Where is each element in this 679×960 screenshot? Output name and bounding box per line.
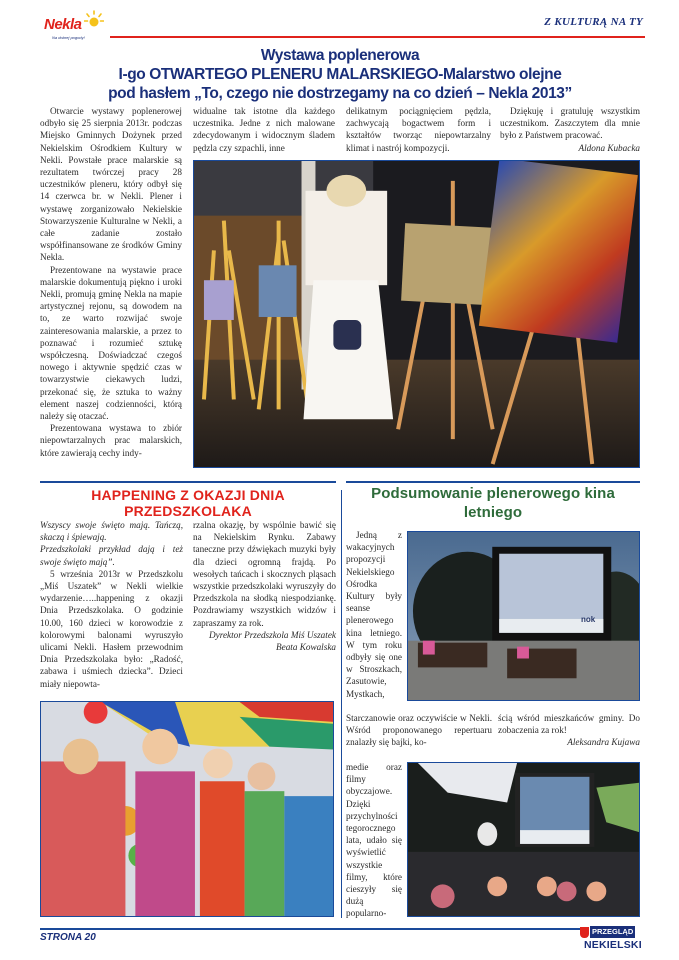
nekla-logo: [40, 10, 110, 44]
paragraph: delikatnym pociągnięciem pędzla, zachwycają bogactwem form i kształtów tworząc niepowtarzalny klimat i nastrój kompozycji.: [346, 106, 491, 153]
section-divider: [40, 481, 336, 483]
happening-column-1: [40, 519, 183, 690]
kino-title-line: Podsumowanie plenerowego kina: [371, 485, 615, 502]
paragraph: Prezentowana wystawa to zbiór niepowtarzalnych prac malarskich, które zawierają cechy indy-: [40, 423, 182, 458]
author-signature: Dyrektor Przedszkola Miś Uszatek: [209, 629, 336, 640]
exhibition-title-line: pod hasłem „To, czego nie dostrzegamy na co dzień – Nekla 2013”: [108, 85, 572, 102]
kino-text-narrow-1: [346, 529, 402, 700]
paragraph: Prezentowane na wystawie prace malarskie dokumentują piękno i uroki Nekli, promują gminę Nekla na mapie artystycznej rejonu, są dowodem na to, ze warto rozwijać swoje zainteresowania malarskie, a przez to poznawać i rozumieć sztukę współczesną. Doświadczać czegoś nowego i aktywnie spędzić czas w towarzystwie ciekawych ludzi, przekonać się, że sztuka to ważny element naszej codzienności, którą należy się otaczać.: [40, 264, 182, 422]
intro-verse: Przedszkolaki przykład dają i też swoje święto mają”.: [40, 544, 183, 567]
paragraph: Jedną z wakacyjnych propozycji Nekielskiego Ośrodka Kultury były seanse plenerowego kina letniego. W tym roku odbyły się one w Stroszkach, Zasutowie, Mystkach,: [346, 530, 402, 699]
header-divider: [110, 36, 645, 38]
paragraph: Dziękuję i gratuluję wszystkim uczestnikom. Zaszczytem dla mnie było z Państwem pracować.: [500, 106, 640, 141]
exhibition-title: [30, 46, 650, 103]
paragraph: medie oraz filmy obyczajowe. Dzięki przychylności tegorocznego lata, udało się wyświetlić wszystkie filmy, które cieszyły się dużą popularno-: [346, 762, 402, 919]
kino-text-right: [498, 712, 640, 749]
przeglad-nekielski-logo: [580, 925, 645, 955]
exhibition-photo: [193, 160, 640, 468]
brand-bottom: NEKIELSKI: [584, 939, 642, 951]
footer-divider: [40, 928, 585, 930]
brand-top: PRZEGLĄD: [592, 927, 634, 936]
exhibition-column-1: [40, 105, 182, 459]
author-signature: Aleksandra Kujawa: [567, 737, 640, 748]
sun-icon: [84, 10, 104, 30]
cinema-photo-2: [407, 762, 640, 917]
exhibition-title-line: I-go OTWARTEGO PLENERU MALARSKIEGO-Malarstwo olejne: [118, 66, 562, 83]
page-header: [0, 0, 679, 48]
logo-tagline: Na dobrej pogody!: [52, 35, 85, 40]
author-signature: Beata Kowalska: [276, 642, 336, 653]
kids-photo-image: [41, 702, 333, 916]
section-label: Z KULTURĄ NA TY: [544, 16, 643, 28]
exhibition-title-line: Wystawa poplenerowa: [260, 47, 420, 64]
paragraph: Otwarcie wystawy poplenerowej odbyło się 25 sierpnia 2013r. podczas Miejsko Gminnych Dożynek przed Nekielskim Ośrodkiem Kultury w Nekli. Powstałe prace malarskie są rezultatem twórczej pracy 28 uczestników pleneru, który odbył się 14 czerwca br. w Nekli. Plener i wystawę zorganizowało Nekielskie Stowarzyszenie Kulturalne w Nekli, a całe zadanie zostało współfinansowane ze środków Gminy Nekla.: [40, 106, 182, 263]
happening-column-2: [193, 519, 336, 653]
intro-verse: Wszyscy swoje święto mają. Tańczą, skaczą i śpiewają.: [40, 520, 183, 543]
exhibition-column-2: [193, 105, 335, 154]
section-divider: [346, 481, 640, 483]
paragraph: 5 września 2013r w Przedszkolu „Miś Uszatek” w Nekli wielkie wydarzenie…..happening z okazji Dnia Przedszkolaka. O godzinie 10.00, 160 dzieci w korowodzie z kolorowymi balonami wyruszyło ulicami Nekli. Hasłem przewodnim Dnia Przedszkolaka było: „Radość, zabawa i uśmiech dziecka”. Dzieci miały niepowta-: [40, 568, 183, 689]
happening-title-line: HAPPENING Z OKAZJI DNIA: [91, 487, 285, 503]
page-number: STRONA 20: [40, 932, 96, 943]
paragraph: widualne tak istotne dla każdego uczestnika. Jedne z nich malowane zdecydowanym i widocznym śladem pędzla czy szpachli, inne: [193, 106, 335, 153]
happening-title: [40, 487, 336, 519]
cinema-photo-1-image: [408, 532, 639, 700]
happening-title-line: PRZEDSZKOLAKA: [124, 503, 252, 519]
nok-screen-logo: nok: [581, 615, 596, 624]
exhibition-photo-image: [194, 161, 639, 467]
kids-photo: [40, 701, 334, 917]
exhibition-column-4: [500, 105, 640, 154]
cinema-photo-1: [407, 531, 640, 701]
paragraph: rzalna okazję, by wspólnie bawić się na Nekielskim Rynku. Zabawy taneczne przy dźwiękach muzyki były dla dzieci ogromną frajdą. Po wesołych tańcach i skocznych pląsach wszystkie przedszkolaki wyruszyły do Przedszkola na słodką niespodziankę. Pozdrawiamy wszystkich widzów i zapraszamy za rok.: [193, 520, 336, 628]
kino-text-narrow-2: [346, 761, 402, 920]
kino-title-line: letniego: [463, 504, 523, 521]
author-signature: Aldona Kubacka: [578, 142, 640, 153]
cinema-photo-2-image: [408, 763, 639, 916]
kino-title: [343, 484, 643, 522]
exhibition-column-3: [346, 105, 491, 154]
paragraph: ścią wśród mieszkańców gminy. Do zobaczenia za rok!: [498, 713, 640, 736]
paragraph: Starczanowie oraz oczywiście w Nekli. Wśród proponowanego repertuaru znalazły się bajki, ko-: [346, 713, 492, 748]
logo-wordmark: Nekla: [44, 16, 82, 33]
kino-text-wide: [346, 712, 492, 749]
column-divider: [341, 490, 342, 918]
coat-of-arms-icon: [580, 927, 589, 938]
